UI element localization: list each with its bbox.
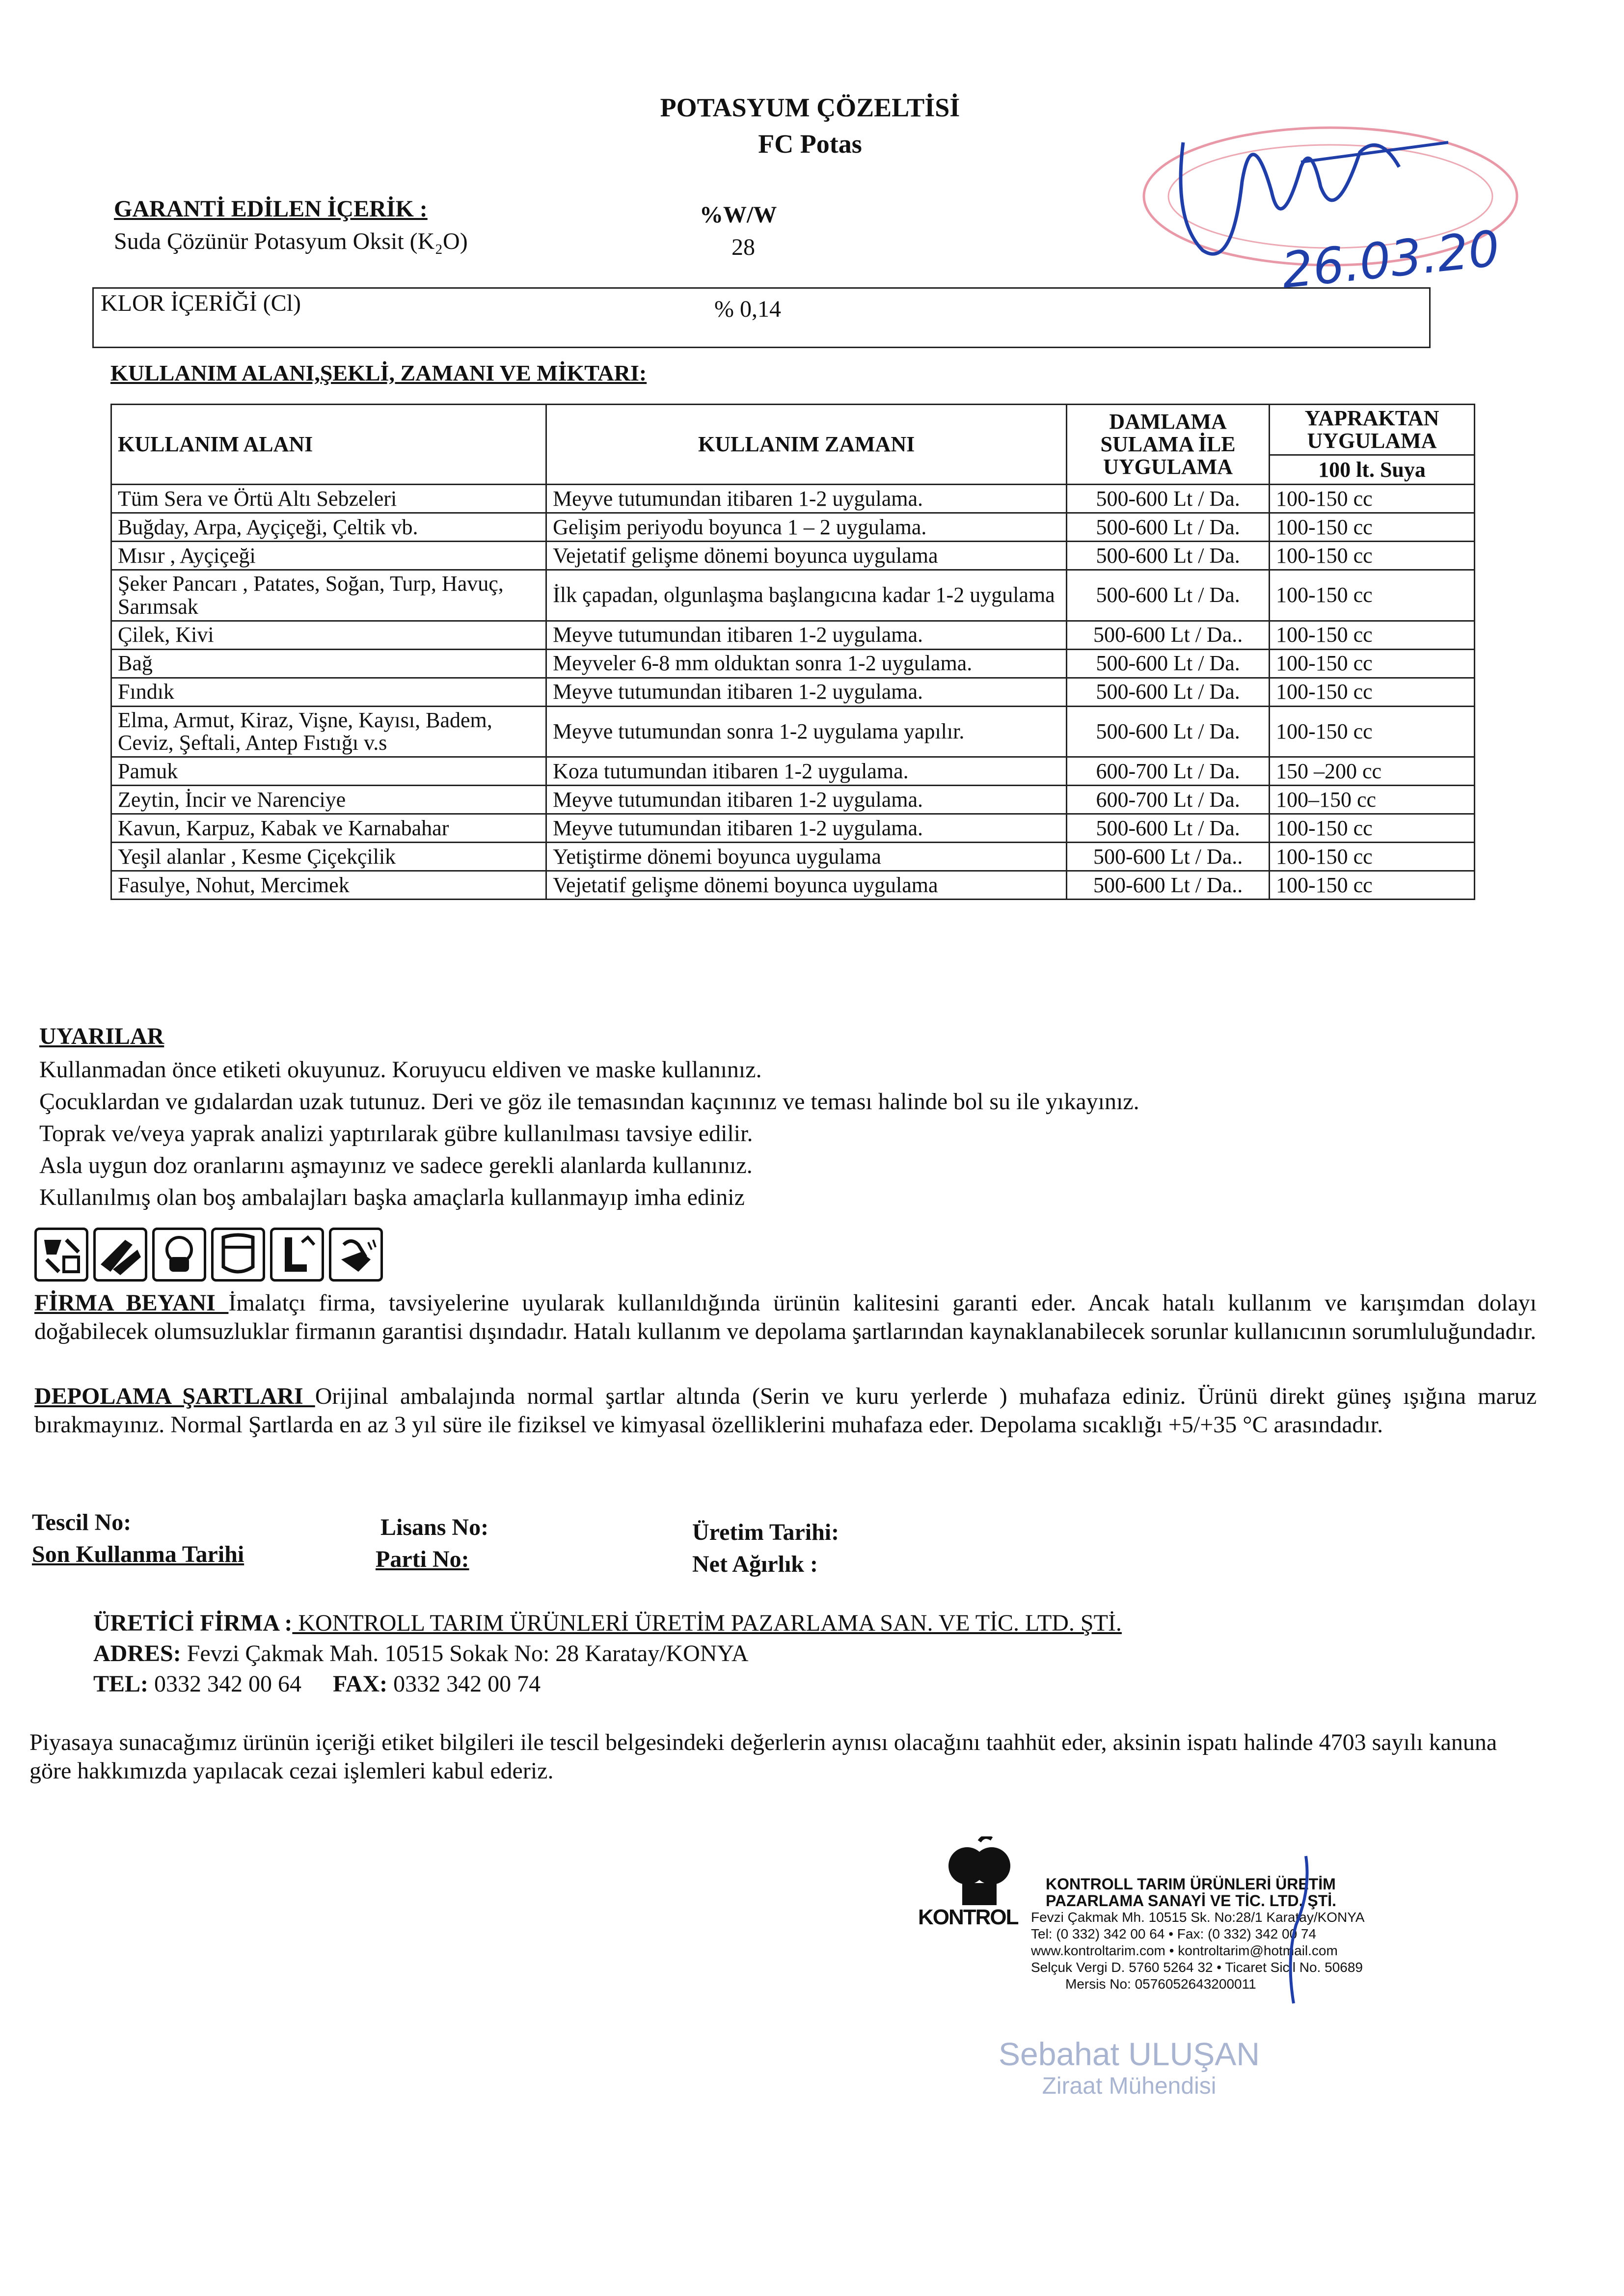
table-row [111, 871, 1475, 900]
cell-foliar: 100-150 cc [1270, 814, 1475, 843]
signature-stroke [1276, 1851, 1321, 2008]
registration-no-label: Tescil No: [32, 1509, 132, 1535]
cell-time: Koza tutumundan itibaren 1-2 uygulama. [546, 757, 1067, 786]
cell-foliar: 150 –200 cc [1270, 757, 1475, 786]
table-row [111, 621, 1475, 649]
fax-value: 0332 342 00 74 [387, 1671, 541, 1697]
logo-text: KONTROL [918, 1905, 1018, 1929]
stamp-line: Fevzi Çakmak Mh. 10515 Sk. No:28/1 Karatay/KONYA [1031, 1910, 1365, 1925]
k2o-value: 28 [731, 234, 755, 260]
address-line [93, 1641, 749, 1667]
cell-time: Meyve tutumundan itibaren 1-2 uygulama. [546, 814, 1067, 843]
cell-time: Gelişim periyodu boyunca 1 – 2 uygulama. [546, 513, 1067, 542]
header-drip: DAMLAMA SULAMA İLE UYGULAMA [1067, 405, 1270, 485]
table-row [111, 843, 1475, 871]
cell-drip: 600-700 Lt / Da. [1067, 757, 1270, 786]
cell-drip: 500-600 Lt / Da.. [1067, 843, 1270, 871]
warning-line: Çocuklardan ve gıdalardan uzak tutunuz. Deri ve göz ile temasından kaçınınız ve teması halinde bol su ile yıkayınız. [39, 1089, 1139, 1115]
storage-text: Orijinal ambalajında normal şartlar altında (Serin ve kuru yerlerde ) muhafaza ediniz. Ürünü direkt güneş ışığına maruz bırakmayınız. Normal Şartlarda en az 3 yıl süre ile fiziksel ve kimyasal özelliklerini muhafaza eder. Depolama sıcaklığı +5/+35 °C arasındadır. [34, 1383, 1537, 1438]
guaranteed-content-label: GARANTİ EDİLEN İÇERİK : [114, 196, 428, 222]
cell-area: Fındık [111, 678, 546, 706]
cell-foliar: 100-150 cc [1270, 621, 1475, 649]
cell-foliar: 100-150 cc [1270, 570, 1475, 621]
cell-drip: 500-600 Lt / Da. [1067, 485, 1270, 513]
storage-heading: DEPOLAMA ŞARTLARI [34, 1383, 315, 1409]
tel-value: 0332 342 00 64 [148, 1671, 302, 1697]
cell-drip: 500-600 Lt / Da. [1067, 542, 1270, 570]
cell-drip: 600-700 Lt / Da. [1067, 786, 1270, 814]
storage-conditions [34, 1382, 1537, 1439]
cell-area: Çilek, Kivi [111, 621, 546, 649]
stamp-line: KONTROLL TARIM ÜRÜNLERİ ÜRETİM [1046, 1875, 1336, 1893]
stamp-line: PAZARLAMA SANAYİ VE TİC. LTD. ŞTİ. [1046, 1892, 1337, 1910]
cell-drip: 500-600 Lt / Da. [1067, 649, 1270, 678]
usage-heading: KULLANIM ALANI,ŞEKLİ, ZAMANI VE MİKTARI: [110, 360, 647, 385]
cell-drip: 500-600 Lt / Da. [1067, 570, 1270, 621]
boots-icon [270, 1228, 324, 1282]
engineer-name: Sebahat ULUŞAN [999, 2036, 1260, 2072]
address-value: Fevzi Çakmak Mah. 10515 Sokak No: 28 Karatay/KONYA [181, 1640, 749, 1667]
engineer-title: Ziraat Mühendisi [1042, 2073, 1217, 2099]
header-foliar-sub: 100 lt. Suya [1270, 455, 1475, 485]
producer-line [93, 1611, 1122, 1637]
stamp-line: Tel: (0 332) 342 00 64 • Fax: (0 332) 342 00 74 [1031, 1926, 1317, 1941]
table-row [111, 706, 1475, 757]
cell-foliar: 100–150 cc [1270, 786, 1475, 814]
batch-no-label: Parti No: [376, 1546, 469, 1572]
mask-icon [152, 1228, 206, 1282]
cell-drip: 500-600 Lt / Da. [1067, 706, 1270, 757]
header-area: KULLANIM ALANI [111, 405, 546, 485]
cell-time: Meyve tutumundan itibaren 1-2 uygulama. [546, 485, 1067, 513]
cell-time: Meyve tutumundan sonra 1-2 uygulama yapılır. [546, 706, 1067, 757]
cell-time: Meyveler 6-8 mm olduktan sonra 1-2 uygulama. [546, 649, 1067, 678]
ww-label: %W/W [700, 202, 777, 228]
production-date-label: Üretim Tarihi: [692, 1519, 839, 1545]
document-title: POTASYUM ÇÖZELTİSİ [660, 93, 960, 122]
cell-area: Kavun, Karpuz, Kabak ve Karnabahar [111, 814, 546, 843]
signature-date: 26.03.20 [1279, 219, 1503, 300]
fax-label: FAX: [333, 1671, 388, 1697]
stamp-line: Mersis No: 0576052643200011 [1065, 1976, 1256, 1992]
engineer-stamp [987, 2035, 1272, 2100]
table-row [111, 757, 1475, 786]
cell-drip: 500-600 Lt / Da.. [1067, 621, 1270, 649]
product-name: FC Potas [758, 129, 862, 159]
usage-table [110, 404, 1475, 900]
cell-area: Şeker Pancarı , Patates, Soğan, Turp, Havuç, Sarımsak [111, 570, 546, 621]
commitment-text: Piyasaya sunacağımız ürünün içeriği etiket bilgileri ile tescil belgesindeki değerlerin aynısı olacağını taahhüt eder, aksinin ispatı halinde 4703 sayılı kanuna göre hakkımızda yapılacak cezai işlemleri kabul ederiz. [29, 1729, 1497, 1784]
table-row [111, 570, 1475, 621]
firm-declaration-heading: FİRMA BEYANI [34, 1290, 229, 1316]
cell-drip: 500-600 Lt / Da. [1067, 814, 1270, 843]
cell-time: Yetiştirme dönemi boyunca uygulama [546, 843, 1067, 871]
company-logo [918, 1836, 1046, 1954]
cell-foliar: 100-150 cc [1270, 542, 1475, 570]
net-weight-label: Net Ağırlık : [692, 1551, 818, 1577]
expiry-date-label: Son Kullanma Tarihi [32, 1541, 244, 1567]
table-row [111, 485, 1475, 513]
warning-line: Toprak ve/veya yaprak analizi yaptırılarak gübre kullanılması tavsiye edilir. [39, 1121, 753, 1147]
face-shield-icon [211, 1228, 265, 1282]
producer-name: KONTROLL TARIM ÜRÜNLERİ ÜRETİM PAZARLAMA SAN. VE TİC. LTD. ŞTİ. [292, 1610, 1122, 1636]
cell-area: Yeşil alanlar , Kesme Çiçekçilik [111, 843, 546, 871]
cell-area: Fasulye, Nohut, Mercimek [111, 871, 546, 900]
cell-drip: 500-600 Lt / Da. [1067, 678, 1270, 706]
cell-area: Pamuk [111, 757, 546, 786]
stamp-line: www.kontroltarim.com • kontroltarim@hotmail.com [1031, 1943, 1338, 1958]
stamp-line: Selçuk Vergi D. 5760 5264 32 • Ticaret Sicil No. 50689 [1031, 1960, 1363, 1975]
producer-label: ÜRETİCİ FİRMA : [93, 1610, 293, 1636]
k2o-label: Suda Çözünür Potasyum Oksit (K₂O) [114, 228, 468, 254]
cell-foliar: 100-150 cc [1270, 649, 1475, 678]
warning-line: Kullanılmış olan boş ambalajları başka amaçlarla kullanmayıp imha ediniz [39, 1184, 745, 1210]
cell-area: Elma, Armut, Kiraz, Vişne, Kayısı, Badem, Ceviz, Şeftali, Antep Fıstığı v.s [111, 706, 546, 757]
firm-declaration [34, 1289, 1537, 1346]
table-row [111, 649, 1475, 678]
header-time: KULLANIM ZAMANI [546, 405, 1067, 485]
cell-foliar: 100-150 cc [1270, 485, 1475, 513]
cell-foliar: 100-150 cc [1270, 871, 1475, 900]
header-foliar: YAPRAKTAN UYGULAMA [1270, 405, 1475, 455]
contact-line [93, 1671, 541, 1697]
tel-label: TEL: [93, 1671, 149, 1697]
table-row [111, 814, 1475, 843]
cell-area: Tüm Sera ve Örtü Altı Sebzeleri [111, 485, 546, 513]
wash-hands-icon [329, 1228, 383, 1282]
cell-drip: 500-600 Lt / Da. [1067, 513, 1270, 542]
cell-area: Mısır , Ayçiçeği [111, 542, 546, 570]
cell-area: Buğday, Arpa, Ayçiçeği, Çeltik vb. [111, 513, 546, 542]
cell-drip: 500-600 Lt / Da.. [1067, 871, 1270, 900]
address-label: ADRES: [93, 1640, 181, 1667]
license-no-label: Lisans No: [380, 1514, 489, 1540]
corrosive-hazard-icon [34, 1228, 88, 1282]
cell-time: İlk çapadan, olgunlaşma başlangıcına kadar 1-2 uygulama [546, 570, 1067, 621]
chlorine-value: % 0,14 [714, 296, 781, 322]
chlorine-label: KLOR İÇERİĞİ (Cl) [101, 290, 301, 316]
warning-line: Asla uygun doz oranlarını aşmayınız ve sadece gerekli alanlarda kullanınız. [39, 1152, 753, 1178]
cell-foliar: 100-150 cc [1270, 678, 1475, 706]
table-row [111, 678, 1475, 706]
table-row [111, 542, 1475, 570]
cell-time: Vejetatif gelişme dönemi boyunca uygulama [546, 871, 1067, 900]
cell-time: Meyve tutumundan itibaren 1-2 uygulama. [546, 786, 1067, 814]
firm-declaration-text: İmalatçı firma, tavsiyelerine uyularak kullanıldığında ürünün kalitesini garanti eder. Ancak hatalı kullanım ve karışımdan dolayı doğabilecek olumsuzluklar firmanın garantisi dışındadır. Hatalı kullanım ve depolama şartlarından kaynaklanabilecek sorunlar kullanıcının sorumluluğundadır. [34, 1290, 1537, 1344]
cell-time: Meyve tutumundan itibaren 1-2 uygulama. [546, 621, 1067, 649]
cell-time: Vejetatif gelişme dönemi boyunca uygulama [546, 542, 1067, 570]
table-row [111, 786, 1475, 814]
cell-foliar: 100-150 cc [1270, 843, 1475, 871]
cell-time: Meyve tutumundan itibaren 1-2 uygulama. [546, 678, 1067, 706]
warnings-heading: UYARILAR [39, 1023, 164, 1049]
cell-area: Zeytin, İncir ve Narenciye [111, 786, 546, 814]
table-row [111, 513, 1475, 542]
warning-line: Kullanmadan önce etiketi okuyunuz. Koruyucu eldiven ve maske kullanınız. [39, 1057, 762, 1083]
cell-foliar: 100-150 cc [1270, 706, 1475, 757]
gloves-icon [93, 1228, 147, 1282]
cell-area: Bağ [111, 649, 546, 678]
cell-foliar: 100-150 cc [1270, 513, 1475, 542]
